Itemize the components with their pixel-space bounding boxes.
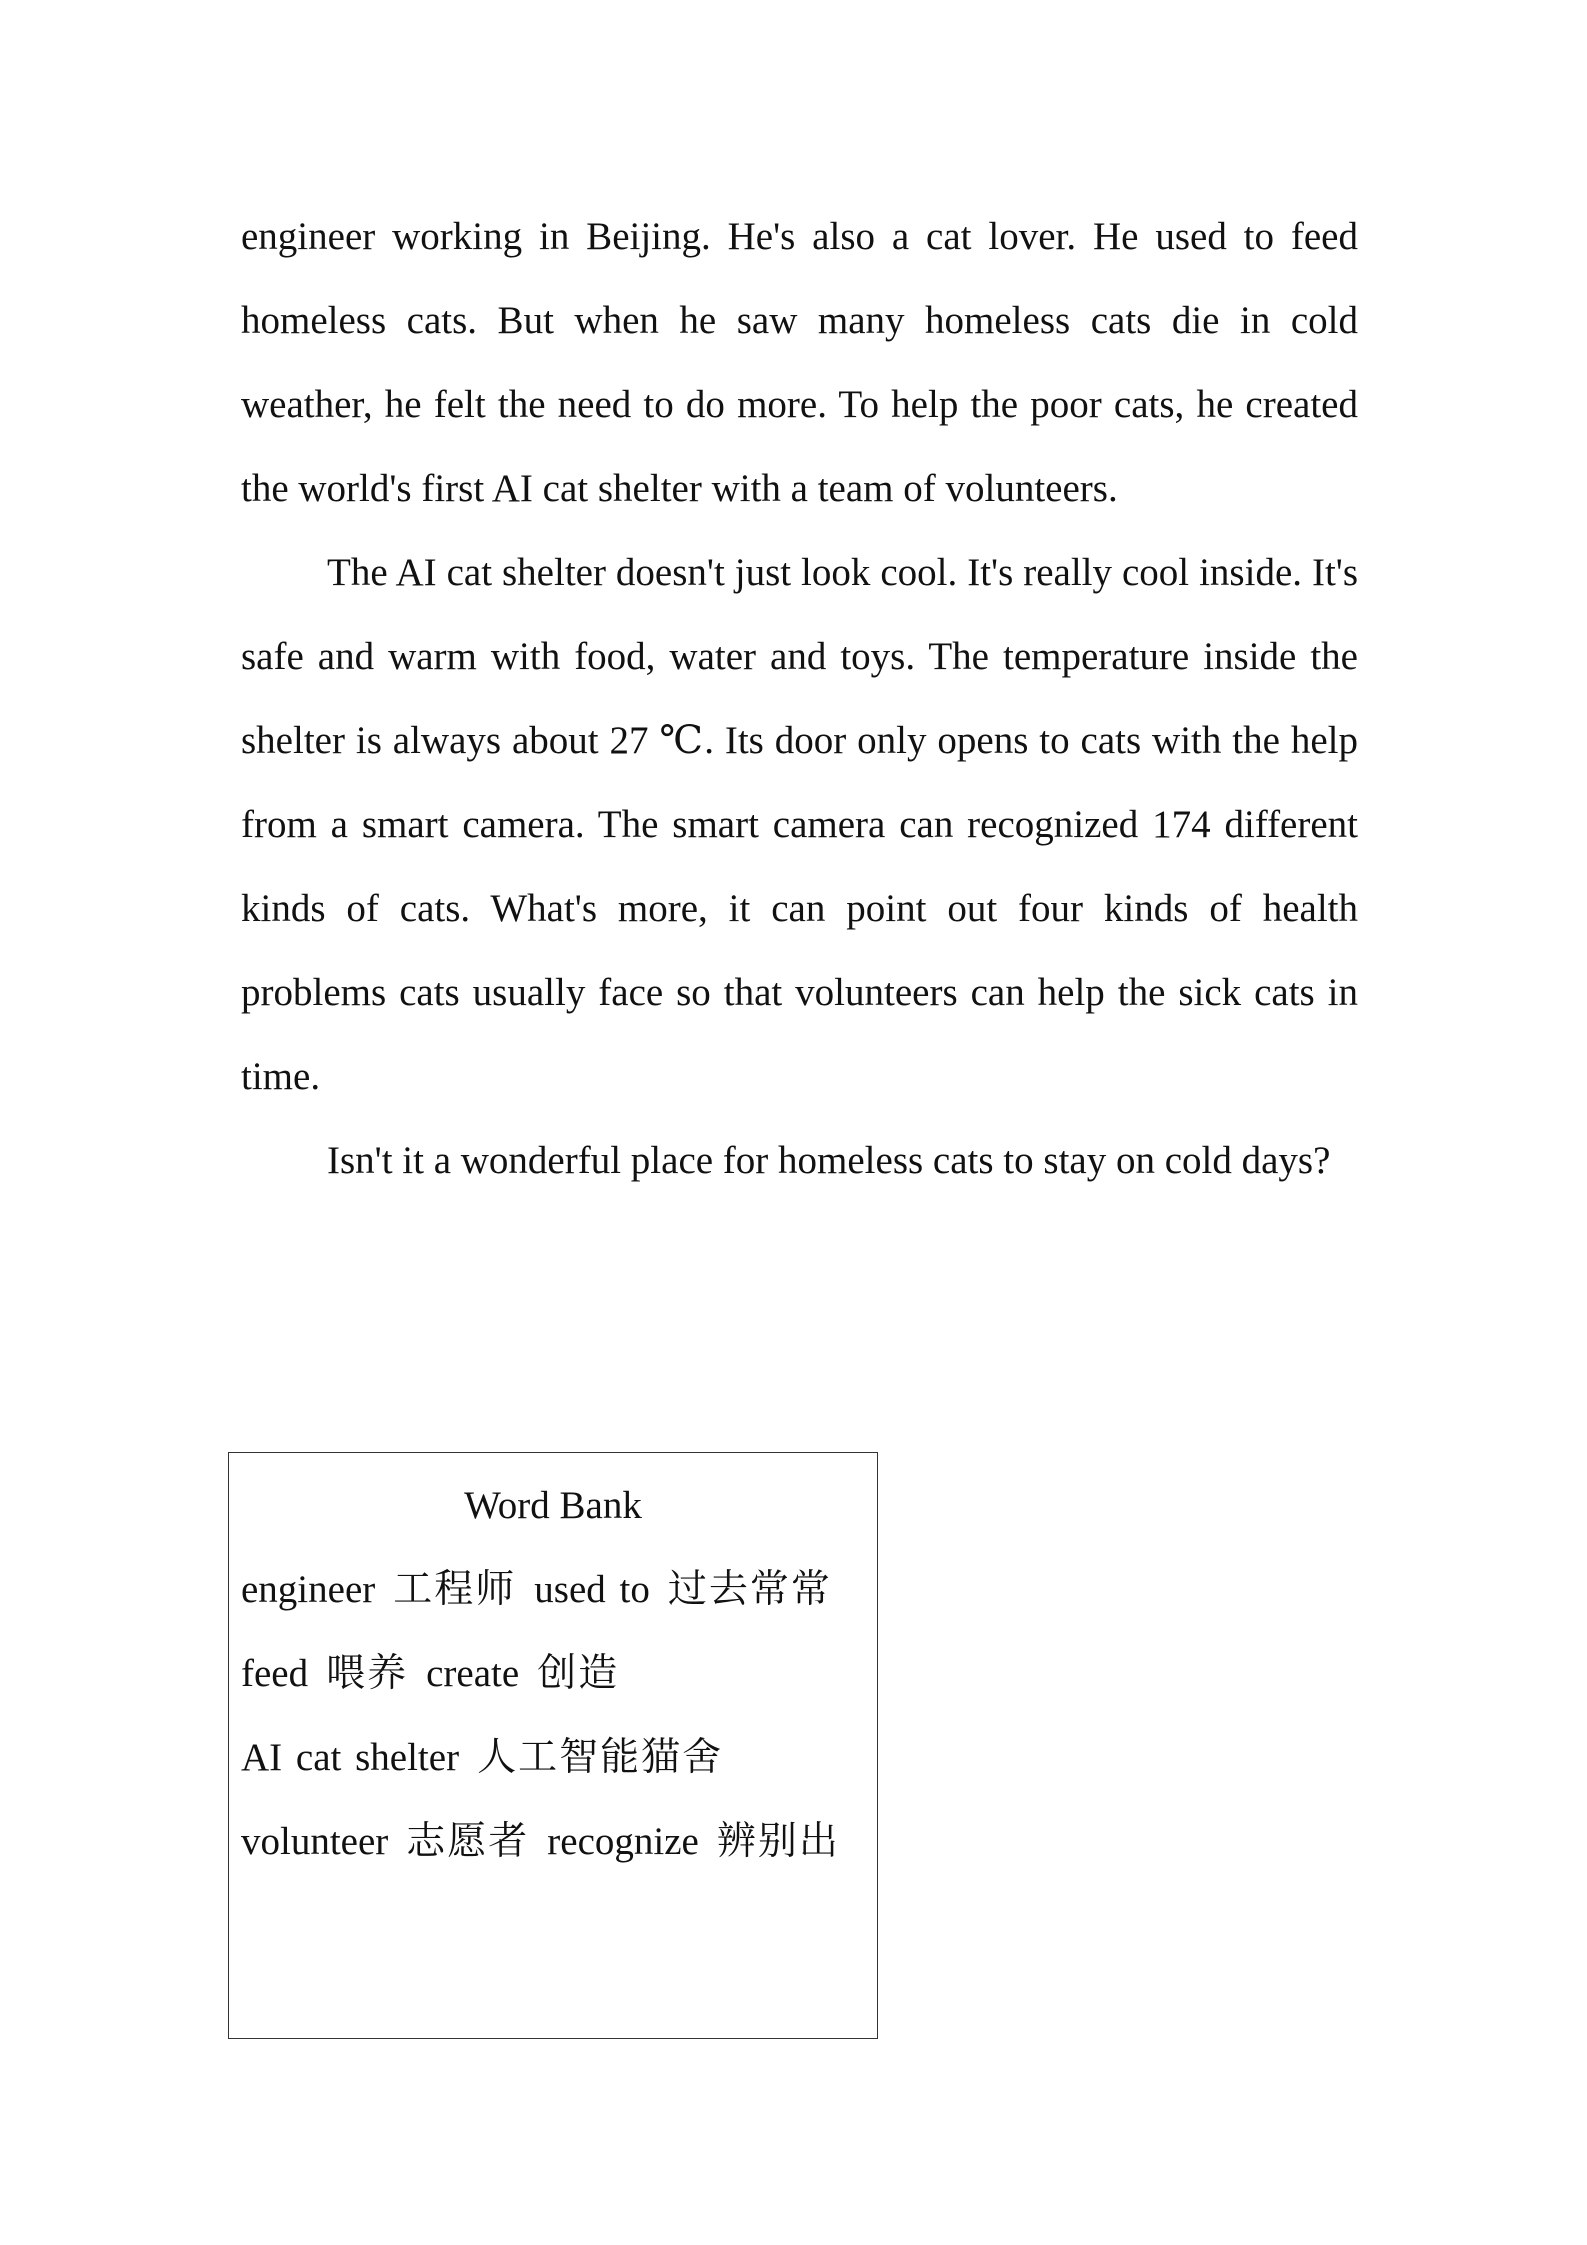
word-bank-zh: 过去常常: [667, 1567, 832, 1612]
paragraph-2: The AI cat shelter doesn't just look cool. It's really cool inside. It's safe and warm with food, water and toys. The temperature inside the shelter is always about 27 ℃. Its door only opens to cats with the help from a smart camera. The smart camera can recognized 174 different kinds of cats. What's more, it can point out four kinds of health problems cats usually face so that volunteers can help the sick cats in time.: [241, 551, 1358, 1098]
word-bank-zh: 创造: [537, 1651, 620, 1696]
article-body: [241, 195, 1358, 1203]
word-bank-en: create: [426, 1652, 520, 1695]
word-bank-line-1: [241, 1548, 865, 1632]
word-bank-zh: 人工智能猫舍: [477, 1735, 724, 1780]
word-bank-line-4: [241, 1800, 865, 1884]
paragraph-3: Isn't it a wonderful place for homeless cats to stay on cold days?: [327, 1139, 1331, 1182]
word-bank-zh: 志愿者: [406, 1819, 530, 1864]
word-bank-en: volunteer: [241, 1820, 389, 1863]
word-bank-en: used to: [534, 1568, 650, 1611]
word-bank-en: recognize: [547, 1820, 699, 1863]
word-bank-zh: 辨别出: [716, 1819, 840, 1864]
word-bank-line-3: [241, 1716, 865, 1800]
word-bank-line-2: [241, 1632, 865, 1716]
word-bank-zh: 工程师: [393, 1567, 517, 1612]
word-bank-box: [228, 1452, 878, 2039]
word-bank-zh: 喂养: [326, 1651, 409, 1696]
word-bank-en: AI cat shelter: [241, 1736, 460, 1779]
word-bank-en: feed: [241, 1652, 309, 1695]
paragraph-1: engineer working in Beijing. He's also a cat lover. He used to feed homeless cats. But when he saw many homeless cats die in cold weather, he felt the need to do more. To help the poor cats, he created the world's first AI cat shelter with a team of volunteers.: [241, 215, 1358, 510]
word-bank-en: engineer: [241, 1568, 376, 1611]
word-bank-title: Word Bank: [464, 1484, 642, 1527]
